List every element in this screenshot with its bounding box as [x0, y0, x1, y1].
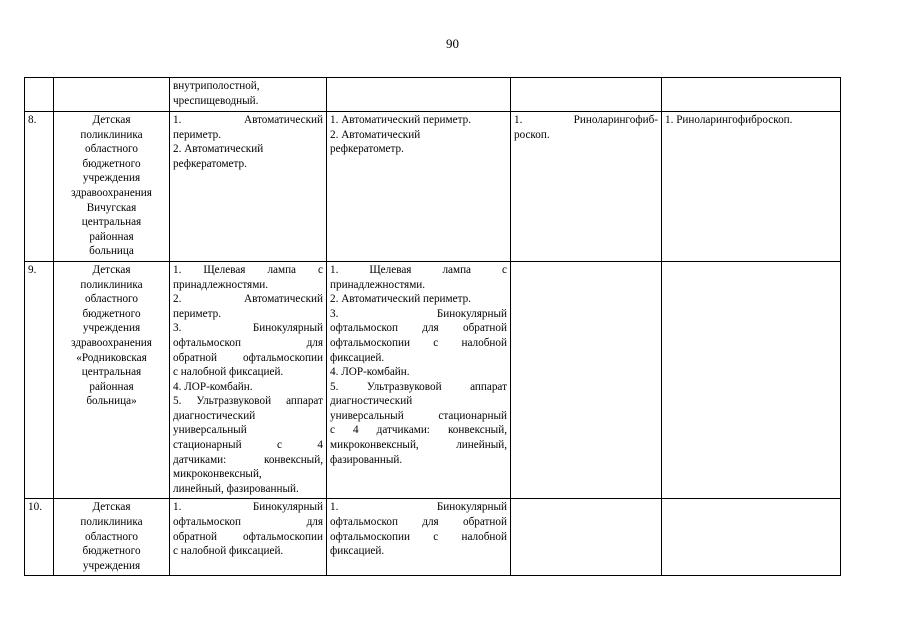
institution-line: учреждения: [82, 559, 141, 572]
equipment-cell-col5: [511, 78, 662, 112]
row-number-cell: [25, 78, 54, 112]
institution-cell: [54, 112, 170, 262]
equipment-line: офтальмоскопии с налобной: [330, 336, 507, 349]
institution-line: больница»: [86, 395, 137, 408]
institution-line: поликлиника: [80, 128, 143, 141]
equipment-line: 1. Риноларингофиб-: [514, 114, 658, 126]
institution-line: областного: [85, 293, 138, 306]
institution-line: Детская: [92, 114, 131, 126]
institution-line: Детская: [92, 263, 131, 276]
table-row: [25, 112, 841, 262]
institution-cell: [54, 499, 170, 576]
equipment-cell-col6: [662, 112, 841, 262]
equipment-line: фазированный.: [330, 453, 403, 466]
table-body: [25, 78, 841, 576]
equipment-line: 4. ЛОР-комбайн.: [330, 366, 410, 379]
equipment-cell-col4: [327, 499, 511, 576]
equipment-line: 2. Автоматический периметр.: [330, 293, 471, 306]
equipment-line: 4. ЛОР-комбайн.: [173, 380, 253, 393]
equipment-line: датчиками: конвексный,: [173, 453, 323, 466]
institution-cell: [54, 78, 170, 112]
equipment-cell-col6: [662, 499, 841, 576]
equipment-line: 1. Щелевая лампа с: [330, 263, 507, 276]
equipment-line: стационарный с 4: [173, 439, 323, 452]
institution-line: здравоохранения: [71, 186, 152, 199]
institution-line: бюджетного: [82, 545, 141, 558]
institution-line: учреждения: [82, 172, 141, 185]
equipment-line: 3. Бинокулярный: [173, 322, 323, 335]
institution-line: учреждения: [82, 322, 141, 335]
institution-line: здравоохранения: [71, 336, 152, 349]
equipment-line: обратной офтальмоскопии: [173, 530, 323, 543]
equipment-line: офтальмоскопии с налобной: [330, 530, 507, 543]
equipment-line: 2. Автоматический: [330, 128, 421, 141]
institution-line: Вичугская: [86, 201, 137, 214]
equipment-line: 2. Автоматический: [173, 143, 264, 156]
institution-line: бюджетного: [82, 307, 141, 320]
equipment-line: 3. Бинокулярный: [330, 307, 507, 320]
institution-line: центральная: [81, 216, 142, 229]
equipment-line: принадлежностями.: [173, 278, 269, 291]
equipment-line: 2. Автоматический: [173, 293, 323, 306]
equipment-cell-col5: [511, 112, 662, 262]
table-row: [25, 499, 841, 576]
equipment-line: 5. Ультразвуковой аппарат: [330, 380, 507, 393]
equipment-line: офтальмоскоп для: [173, 336, 323, 349]
equipment-line: диагностический: [173, 409, 256, 422]
equipment-line: с налобной фиксацией.: [173, 545, 284, 558]
institution-line: бюджетного: [82, 157, 141, 170]
institution-line: районная: [89, 380, 134, 393]
row-number-cell: 9.: [25, 261, 54, 499]
equipment-line: периметр.: [173, 128, 221, 141]
institution-line: районная: [89, 230, 134, 243]
institution-line: областного: [85, 530, 138, 543]
equipment-line: 1. Риноларингофиброскоп.: [665, 114, 793, 126]
equipment-line: универсальный: [173, 424, 247, 437]
equipment-cell-col5: [511, 499, 662, 576]
institution-line: «Родниковская: [76, 351, 147, 364]
equipment-line: линейный, фазированный.: [173, 482, 299, 495]
institution-line: Детская: [92, 501, 131, 514]
equipment-cell-col3: [170, 112, 327, 262]
equipment-cell-col6: [662, 78, 841, 112]
row-number-cell: 8.: [25, 112, 54, 262]
equipment-line: 1. Бинокулярный: [330, 501, 507, 514]
equipment-cell-col4: [327, 112, 511, 262]
table-row: [25, 78, 841, 112]
equipment-cell-col3: [170, 78, 327, 112]
equipment-line: с налобной фиксацией.: [173, 366, 284, 379]
equipment-cell-col3: [170, 499, 327, 576]
equipment-cell-col6: [662, 261, 841, 499]
equipment-line: с 4 датчиками: конвексный,: [330, 424, 507, 437]
institution-line: поликлиника: [80, 278, 143, 291]
equipment-line: 1. Щелевая лампа с: [173, 263, 323, 276]
equipment-line: периметр.: [173, 307, 221, 320]
institution-line: областного: [85, 143, 138, 156]
equipment-line: рефкератометр.: [330, 143, 404, 156]
equipment-line: рефкератометр.: [173, 157, 247, 170]
equipment-line: микроконвексный,: [173, 468, 262, 481]
equipment-line: универсальный стационарный: [330, 409, 507, 422]
equipment-cell-col4: [327, 261, 511, 499]
row-number-cell: 10.: [25, 499, 54, 576]
table-row: [25, 261, 841, 499]
equipment-line: обратной офтальмоскопии: [173, 351, 323, 364]
equipment-line: принадлежностями.: [330, 278, 426, 291]
equipment-line: офтальмоскоп для обратной: [330, 516, 507, 529]
equipment-line: 1. Автоматический периметр.: [330, 114, 471, 126]
equipment-line: роскоп.: [514, 128, 550, 141]
page-number: 90: [446, 36, 459, 51]
institution-line: центральная: [81, 366, 142, 379]
equipment-line: 1. Бинокулярный: [173, 501, 323, 514]
institution-line: больница: [89, 245, 134, 258]
institution-line: поликлиника: [80, 516, 143, 529]
equipment-cell-col4: [327, 78, 511, 112]
equipment-line: фиксацией.: [330, 351, 385, 364]
equipment-line: 5. Ультразвуковой аппарат: [173, 395, 323, 408]
equipment-line: внутриполостной,: [173, 80, 260, 92]
equipment-cell-col5: [511, 261, 662, 499]
equipment-line: чреспищеводный.: [173, 94, 259, 107]
equipment-line: 1. Автоматический: [173, 114, 323, 126]
equipment-line: микроконвексный, линейный,: [330, 439, 507, 452]
equipment-line: офтальмоскоп для обратной: [330, 322, 507, 335]
equipment-cell-col3: [170, 261, 327, 499]
institution-cell: [54, 261, 170, 499]
equipment-line: диагностический: [330, 395, 413, 408]
equipment-line: офтальмоскоп для: [173, 516, 323, 529]
equipment-line: фиксацией.: [330, 545, 385, 558]
equipment-table: [24, 77, 841, 576]
